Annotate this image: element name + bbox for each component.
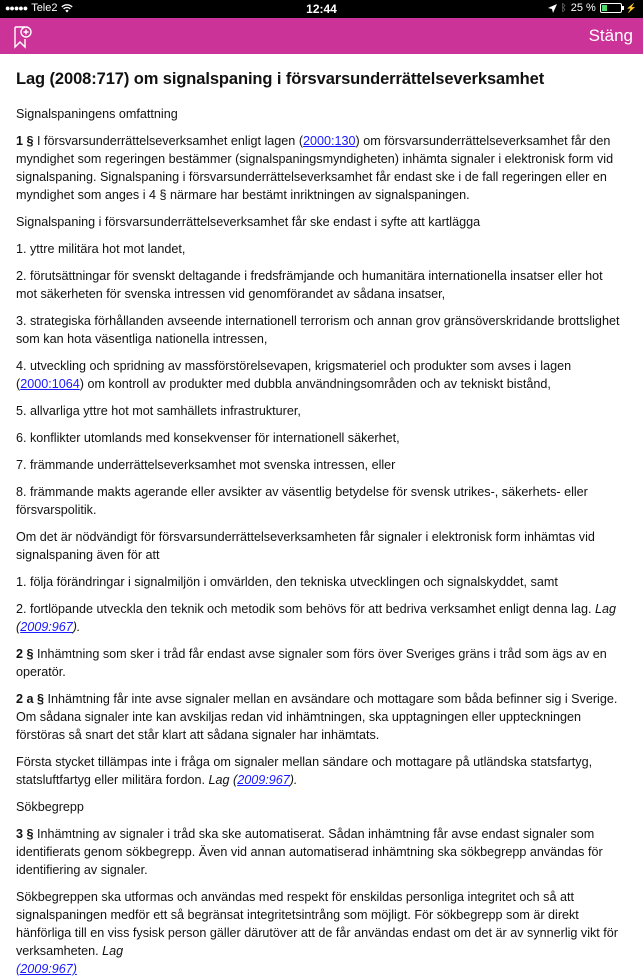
paragraph-text: 2. fortlöpande utveckla den teknik och metodik som behövs för att bedriva verksamhet enligt denna lag. (16, 602, 595, 616)
amendment-label: Lag ( (208, 773, 238, 787)
carrier-name: Tele2 (31, 2, 58, 14)
paragraph-8 (16, 888, 627, 978)
section-heading: Sökbegrepp (16, 800, 84, 814)
amendment-label: Lag ( (16, 602, 616, 634)
list-item-6: 6. konflikter utomlands med konsekvenser för internationell säkerhet, (16, 431, 400, 445)
law-link-2000-1064[interactable]: 2000:1064 (20, 377, 80, 391)
law-link-2009-967[interactable]: 2009:967 (237, 773, 290, 787)
paragraph-text: Första stycket tillämpas inte i fråga om signaler mellan sändare och mottagare på utländska statsfartyg, statsluftfartyg eller militära fordon. (16, 755, 593, 787)
close-button[interactable]: Stäng (588, 26, 633, 45)
law-link-2009-967[interactable]: (2009:967) (16, 962, 77, 976)
paragraph-text: Inhämtning av signaler i tråd ska ske automatiserat. Sådan inhämtning får avse endast signaler som identifierats genom sökbegrepp. Även vid annan automatiserad inhämtning ska sökbegrepp användas för identifiering av signaler. (16, 827, 603, 877)
amendment-label: ). (72, 620, 81, 634)
signal-strength-icon: ●●●●● (5, 3, 28, 13)
location-arrow-icon (548, 4, 557, 13)
paragraph-text: Inhämtning som sker i tråd får endast avse signaler som förs över Sveriges gräns i tråd som ägs av en operatör. (16, 647, 607, 679)
list-item-4 (16, 357, 627, 393)
paragraph-2: Signalspaning i försvarsunderrättelseverksamhet får ske endast i syfte att kartlägga (16, 215, 481, 229)
paragraph-text: ) om kontroll av produkter med dubbla användningsområden och av tekniskt bistånd, (79, 377, 551, 391)
section-number: 1 § (16, 134, 34, 148)
bluetooth-icon: ᛒ (560, 2, 567, 14)
paragraph-text: Inhämtning får inte avse signaler mellan en avsändare och mottagare som båda befinner sig i Sverige. Om sådana signaler inte kan avskiljas redan vid inhämtningen, ska upptagningen eller uppteckningen förstöras så snart det står klart att sådana signaler har inhämtats. (16, 692, 618, 742)
bookmark-add-icon[interactable] (13, 25, 33, 49)
document-content (0, 70, 643, 978)
sub-item-2 (16, 600, 627, 636)
paragraph-3: Om det är nödvändigt för försvarsunderrättelseverksamheten får signaler i elektronisk form inhämtas vid signalspaning även för att (16, 530, 595, 562)
charging-icon: ⚡ (625, 2, 637, 13)
list-item-1: 1. yttre militära hot mot landet, (16, 242, 186, 256)
paragraph-text: Sökbegreppen ska utformas och användas med respekt för enskildas personliga integritet och så att signalspaningen medför ett så begränsat integritetsintrång som möjligt. För sökbegrepp som är direkt hänförliga till en viss fysisk person gäller därutöver att de får användas endast om det är av synnerlig vikt för verksamheten. (16, 890, 619, 958)
nav-bar (0, 18, 643, 54)
battery-percent: 25 % (570, 2, 596, 14)
document-title: Lag (2008:717) om signalspaning i försvarsunderrättelseverksamhet (16, 70, 545, 88)
paragraph-1 (16, 132, 627, 204)
section-number: 2 § (16, 647, 34, 661)
sub-item-1: 1. följa förändringar i signalmiljön i omvärlden, den tekniska utvecklingen och signalskyddet, samt (16, 575, 558, 589)
paragraph-text: 4. utveckling och spridning av massförstörelsevapen, krigsmateriel och produkter som avses i lagen ( (16, 359, 572, 391)
paragraph-4 (16, 645, 627, 681)
paragraph-text: ) om försvarsunderrättelseverksamhet får den myndighet som regeringen bestämmer (signalspaningsmyndigheten) inhämta signaler i elektronisk form vid signalspaning. Signalspaning i försvarsunderrättelseverksamhet får endast ske i de fall regeringen eller en myndighet som anges i 4 § närmare har bestämt inriktningen av signalspaningen. (16, 134, 614, 202)
section-number: 3 § (16, 827, 34, 841)
paragraph-7 (16, 825, 627, 879)
list-item-3: 3. strategiska förhållanden avseende internationell terrorism och annan grov gränsöverskridande brottslighet som kan hota väsentliga nationella intressen, (16, 314, 620, 346)
paragraph-5 (16, 690, 627, 744)
amendment-label: ). (289, 773, 298, 787)
clock: 12:44 (306, 2, 337, 16)
list-item-5: 5. allvarliga yttre hot mot samhällets infrastrukturer, (16, 404, 301, 418)
status-bar (0, 0, 643, 18)
paragraph-6 (16, 753, 627, 789)
paragraph-text: I försvarsunderrättelseverksamhet enligt lagen ( (33, 134, 304, 148)
section-number: 2 a § (16, 692, 45, 706)
list-item-2: 2. förutsättningar för svenskt deltagande i fredsfrämjande och humanitära internationella insatser eller hot mot säkerheten för svenska intressen vid genomförandet av sådana insatser, (16, 269, 603, 301)
list-item-8: 8. främmande makts agerande eller avsikter av väsentlig betydelse för svensk utrikes-, säkerhets- eller försvarspolitik. (16, 485, 588, 517)
law-link-2000-130[interactable]: 2000:130 (303, 134, 356, 148)
law-link-2009-967[interactable]: 2009:967 (20, 620, 73, 634)
list-item-7: 7. främmande underrättelseverksamhet mot svenska intressen, eller (16, 458, 396, 472)
battery-icon (600, 3, 622, 13)
amendment-label: Lag (102, 944, 124, 958)
section-heading: Signalspaningens omfattning (16, 107, 178, 121)
